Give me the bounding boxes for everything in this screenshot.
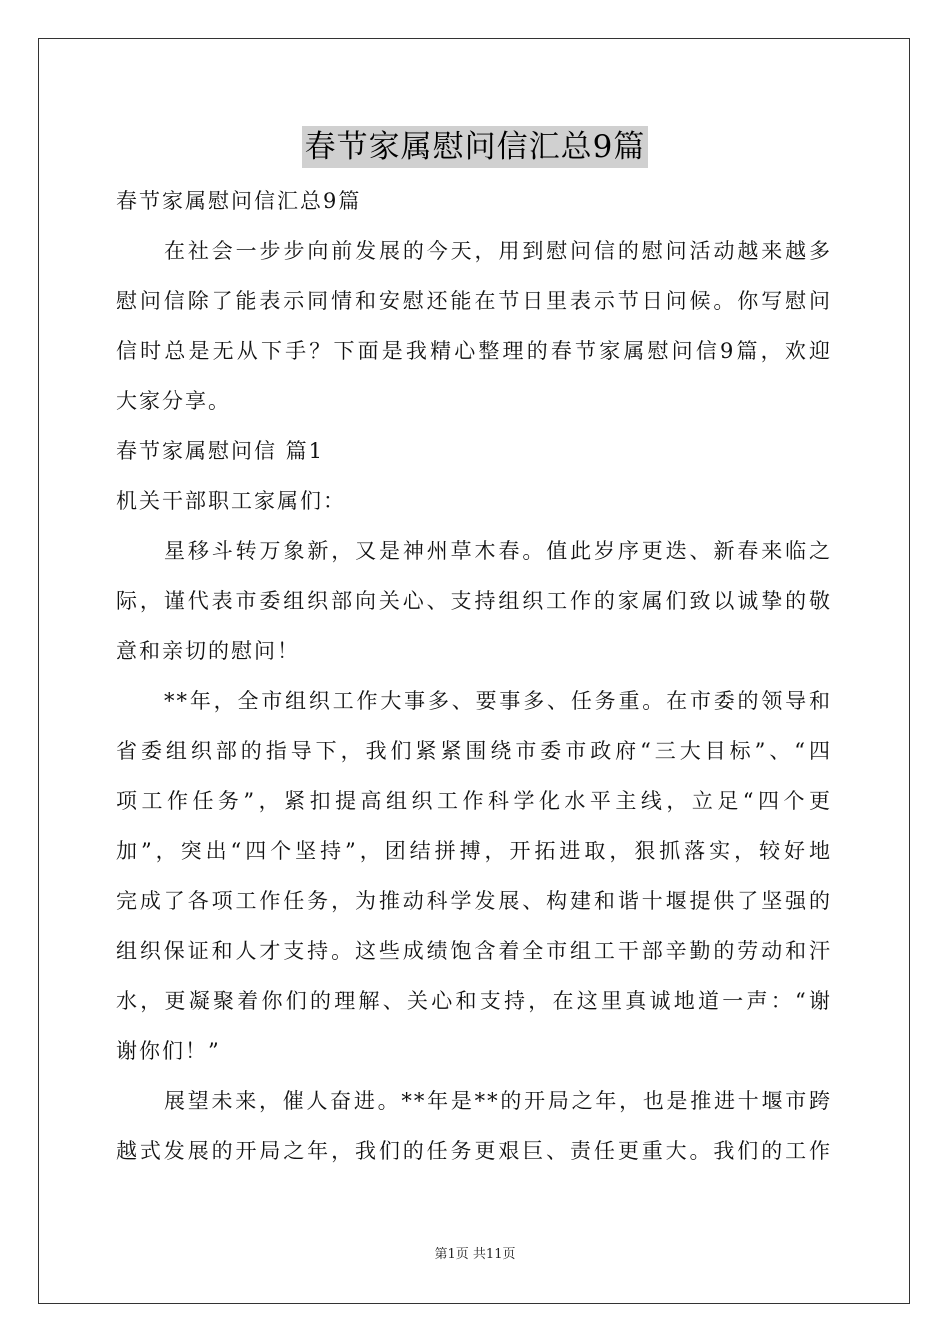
body-line: 组织保证和人才支持。这些成绩饱含着全市组工干部辛勤的劳动和汗 [116, 939, 832, 963]
body-line: 信时总是无从下手？下面是我精心整理的春节家属慰问信9篇，欢迎 [116, 339, 832, 363]
body-line: 春节家属慰问信汇总9篇 [116, 189, 362, 213]
body-line: 展望未来，催人奋进。**年是**的开局之年，也是推进十堰市跨 [164, 1089, 832, 1113]
body-line: 意和亲切的慰问！ [116, 639, 300, 663]
body-line: 际，谨代表市委组织部向关心、支持组织工作的家属们致以诚挚的敬 [116, 589, 832, 613]
document-title: 春节家属慰问信汇总9篇 [302, 126, 649, 168]
body-line: 机关干部职工家属们： [116, 489, 346, 513]
title-wrap [0, 126, 950, 168]
body-line: 项工作任务”，紧扣提高组织工作科学化水平主线，立足“四个更 [116, 789, 832, 813]
body-line: **年，全市组织工作大事多、要事多、任务重。在市委的领导和 [164, 689, 832, 713]
document-body [116, 176, 832, 1176]
body-line: 在社会一步步向前发展的今天，用到慰问信的慰问活动越来越多 [164, 239, 832, 263]
page-footer: 第1页 共11页 [434, 1247, 516, 1262]
body-line: 水，更凝聚着你们的理解、关心和支持，在这里真诚地道一声：“谢 [116, 989, 832, 1013]
body-line: 春节家属慰问信 篇1 [116, 439, 325, 463]
body-line: 完成了各项工作任务，为推动科学发展、构建和谐十堰提供了坚强的 [116, 889, 832, 913]
body-line: 越式发展的开局之年，我们的任务更艰巨、责任更重大。我们的工作 [116, 1139, 832, 1163]
body-line: 慰问信除了能表示同情和安慰还能在节日里表示节日问候。你写慰问 [116, 289, 832, 313]
body-line: 谢你们！” [116, 1039, 221, 1063]
body-line: 加”，突出“四个坚持”，团结拼搏，开拓进取，狠抓落实，较好地 [116, 839, 832, 863]
body-line: 省委组织部的指导下，我们紧紧围绕市委市政府“三大目标”、“四 [116, 739, 832, 763]
body-line: 大家分享。 [116, 389, 231, 413]
body-line: 星移斗转万象新，又是神州草木春。值此岁序更迭、新春来临之 [164, 539, 832, 563]
